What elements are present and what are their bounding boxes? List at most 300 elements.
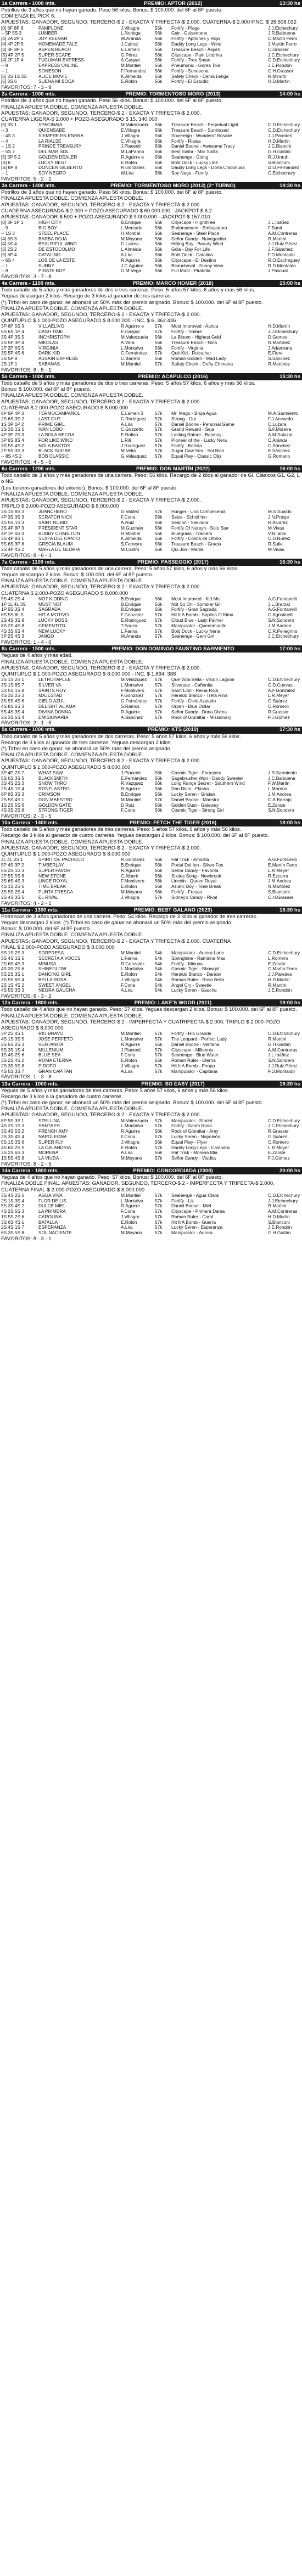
race-block: [0, 0, 302, 91]
entry-jockey: R.Aguirre: [121, 709, 141, 715]
entry-row: [1, 1156, 301, 1161]
entry-recent-form: [4] 3S 3: [1, 236, 17, 241]
entry-recent-form: -- 4: [1, 138, 8, 144]
entry-pedigree: Señor Candy - Viudita: [171, 1156, 216, 1161]
entry-weight: 57k: [155, 427, 163, 432]
entry-jockey: E.Gaspar: [121, 329, 141, 335]
entry-trainer: F.J.Gómez: [268, 715, 290, 720]
entry-pedigree: Grand Reward - Seja: [171, 427, 214, 432]
entry-weight: 57k: [155, 618, 163, 623]
entry-jockey: A.Lira: [121, 252, 133, 257]
race-condition-line: APUESTAS: GANADOR-$ 500 + POZO ASEGURADO $ 9.000.000 - JACKPOT $ 157.010: [1, 214, 210, 221]
entry-pedigree: Pioneer of the - Lucky Nera: [171, 437, 227, 443]
entry-trainer: J.J.Ruiz Pérez: [268, 1063, 298, 1068]
race-number: 9a Carrera - 1000 mts.: [2, 727, 56, 733]
entry-weight: 56k: [155, 133, 163, 138]
entry-recent-form: -- 4S 3: [1, 133, 15, 138]
entry-trainer: J.E.Rondón: [268, 1225, 292, 1230]
race-condition-line: FINALIZA APUESTA DOBLE. COMIENZA APUESTA DOBLE.: [1, 305, 143, 312]
entry-row: [1, 268, 301, 274]
entry-row: [1, 1042, 301, 1048]
entry-pedigree: Qui Jon - Marila: [171, 547, 204, 552]
entry-horse-name: BATALLA: [38, 1219, 58, 1225]
race-time: 19:30 hs: [279, 1081, 300, 1087]
race-number: 11a Carrera - 1300 mts.: [2, 907, 59, 913]
entry-jockey: M.Moyano: [121, 1230, 142, 1236]
entry-recent-form: 6S 3S 5S 8: [1, 1230, 24, 1236]
entry-trainer: C.Etchechury: [268, 171, 295, 176]
entry-row: [1, 1048, 301, 1053]
entry-weight: 56k: [155, 601, 163, 607]
entry-recent-form: [5] 5P 5 2: [1, 154, 21, 160]
entry-horse-name: ROMA ETERNA: [38, 1058, 72, 1064]
entry-weight: 56k: [155, 171, 163, 176]
entry-row: [1, 346, 301, 351]
entry-row: [1, 247, 301, 252]
entry-pedigree: Treasure Beach - Aspen: [171, 47, 221, 52]
entry-recent-form: 3S 5S 2S 4: [1, 889, 24, 895]
race-header: [0, 465, 302, 473]
entry-weight: 57k: [155, 1145, 163, 1150]
entry-row: [1, 536, 301, 542]
entry-weight: 56k: [155, 873, 163, 879]
race-favorites: FAVORITOS: 8 - 2 - 5: [1, 1161, 52, 1167]
entry-row: [1, 160, 301, 166]
entry-row: [1, 149, 301, 155]
entry-recent-form: 1S 4S 2S 6: [1, 1053, 24, 1058]
entry-pedigree: Safety Check - Doña Chimana: [171, 361, 233, 367]
entry-horse-name: GRECIA BLAUM: [38, 542, 73, 547]
entry-recent-form: 5S 6S 1P 4: [1, 329, 24, 335]
entry-row: [1, 1031, 301, 1037]
race-header: [0, 0, 302, 7]
entry-recent-form: 2S 3S 1S 5: [1, 427, 24, 432]
entry-recent-form: 1S 3P 1P 2: [1, 421, 24, 427]
entry-row: [1, 677, 301, 683]
entry-recent-form: 3P 6P 5S 3: [1, 324, 24, 329]
entry-pedigree: Daniel Boone - Maestra: [171, 797, 220, 802]
entry-trainer: H.D.Martin: [268, 138, 290, 144]
entry-trainer: R.Alvarez: [268, 520, 288, 525]
entry-horse-name: BARBA ROJA: [38, 236, 68, 241]
entry-pedigree: Roman Ruler - Eterna: [171, 1058, 216, 1064]
race-number: 3a Carrera - 1400 mts.: [2, 183, 56, 189]
entry-trainer: H.D.Martín: [268, 324, 290, 329]
entry-jockey: F.Coria: [121, 515, 136, 520]
entry-trainer: J.Pascual: [268, 268, 288, 274]
entry-jockey: A.Lira: [121, 421, 133, 427]
entries-list: [0, 1118, 302, 1161]
entry-jockey: S.Ramos: [121, 704, 140, 710]
entry-weight: 57k: [155, 693, 163, 699]
entry-weight: 57k: [155, 699, 163, 704]
entry-pedigree: Fortify - Sonesona: [171, 68, 209, 74]
entry-pedigree: Fortify - El Estudio: [171, 79, 209, 85]
entry-jockey: E.Rolón: [121, 160, 137, 165]
entry-jockey: B.Enrique: [121, 863, 141, 868]
entry-recent-form: 4P 3S 3S 3: [1, 515, 24, 520]
entry-weight: 56k: [155, 36, 163, 42]
entry-trainer: H.D.Martin: [268, 79, 290, 85]
entry-trainer: A.M.Contreras: [268, 1047, 298, 1053]
entry-pedigree: Fortify - Batista: [171, 443, 202, 448]
entry-horse-name: BEAUTIFUL WIND: [38, 241, 77, 247]
entry-trainer: F.J.Gómez: [268, 1156, 290, 1161]
entry-row: [1, 1118, 301, 1124]
entry-horse-name: SAGRADA: [38, 607, 61, 612]
race-conditions: [0, 734, 302, 770]
race-number: 4a Carrera - 1100 mts.: [2, 280, 56, 287]
entry-trainer: C.R.Pellegrino: [268, 628, 298, 634]
race-condition-line: Potrillos de 3 años que no hayan ganado. Peso 56 kilos. Bonus: $ 100.000. del 6F al 8F puesto.: [1, 7, 223, 13]
entry-trainer: J.M.Andrea: [268, 623, 292, 628]
entry-weight: 55k: [155, 25, 163, 31]
entry-trainer: J.J.Etchechury: [268, 25, 298, 31]
entry-jockey: J.Piacenti: [121, 770, 141, 775]
race-time: 18:00 hs: [279, 820, 300, 826]
entry-horse-name: QUIENSABE: [38, 128, 65, 133]
entry-recent-form: -- 8S 4S 2: [1, 454, 22, 459]
race-condition-line: CUATERNA $ 2.000-POZO ASEGURADO $ 8.000.000: [1, 590, 128, 597]
entry-row: [1, 36, 301, 42]
entry-row: [1, 42, 301, 47]
entry-jockey: L.Rili: [121, 437, 131, 443]
entry-weight: 57k: [155, 797, 163, 802]
race-condition-line: FINALIZA APUESTA DOBLE. COMIENZA APUESTA DOBLE.: [1, 1106, 143, 1112]
entry-recent-form: 4S 3S 2S 8: [1, 808, 24, 813]
entry-recent-form: 5S 3S 1S 4: [1, 1047, 24, 1053]
entry-pedigree: Señor Candy - Dona Divina: [171, 709, 227, 715]
entry-trainer: C.Romero: [268, 1139, 289, 1145]
entry-horse-name: DULCE MIEL: [38, 1203, 66, 1209]
entry-weight: 56k: [155, 335, 163, 340]
entry-recent-form: -- 1S 2: [1, 144, 15, 149]
entry-row: [1, 411, 301, 417]
entry-row: [1, 977, 301, 983]
entry-weight: 57k: [155, 1203, 163, 1209]
entry-trainer: J.N.Presje: [268, 515, 289, 520]
race-time: 19:00 hs: [279, 1000, 300, 1006]
entry-weight: 56k: [155, 230, 163, 236]
entry-recent-form: 1S 2S 5S 6: [1, 802, 24, 808]
entry-recent-form: -- 1S 3: [1, 230, 15, 236]
entry-jockey: M.Montiel: [121, 1193, 141, 1198]
entry-jockey: T.Souza: [121, 623, 137, 628]
race-conditions: [0, 566, 302, 597]
entry-recent-form: 2S 6S 3S 2: [1, 416, 24, 421]
entry-row: [1, 863, 301, 868]
entry-weight: 56k: [155, 144, 163, 149]
entry-trainer: C.D.Etchechury: [268, 1193, 300, 1198]
entry-horse-name: MAJESTAD: [38, 693, 63, 699]
entry-horse-name: SOY NEGRO: [38, 171, 66, 176]
entry-horse-name: CASH TIME: [38, 329, 64, 335]
entry-jockey: J.Villagra: [121, 895, 139, 900]
entry-pedigree: Lucky Seren - Gaucha: [171, 988, 217, 993]
entry-pedigree: Daddy Long Legs - Wind: [171, 41, 222, 47]
entry-pedigree: Hat Trick - Morena Mia: [171, 1150, 217, 1156]
entry-weight: 55k: [155, 1042, 163, 1047]
entry-weight: 56k: [155, 863, 163, 868]
entry-row: [1, 618, 301, 623]
entry-jockey: L.Farina: [121, 628, 138, 634]
entry-pedigree: Treasure Beach - Perpetual Light: [171, 122, 238, 128]
entry-recent-form: -- 1: [1, 171, 8, 176]
entry-trainer: C.Romero: [268, 704, 289, 710]
entry-trainer: R.Ezcurra: [268, 873, 288, 879]
entry-jockey: M.Moyano: [121, 236, 142, 241]
entry-row: [1, 966, 301, 972]
entry-horse-name: BIG BOY: [38, 226, 58, 231]
race-header: [0, 1167, 302, 1174]
entry-horse-name: PUNTA FRESCA: [38, 889, 74, 895]
entry-pedigree: Cloud Blue - Lady Palmer: [171, 618, 223, 623]
entry-jockey: B.Enrique: [121, 596, 141, 601]
entry-pedigree: Hit It A Bomb - Piropa: [171, 1063, 215, 1068]
entry-row: [1, 1214, 301, 1220]
entry-recent-form: 3P 4P 2S 7: [1, 770, 24, 775]
entry-trainer: J.J.Etchechury: [268, 329, 298, 335]
entry-row: [1, 797, 301, 803]
entry-jockey: M.Montiel: [121, 361, 141, 367]
entry-weight: 57k: [155, 1123, 163, 1129]
entry-jockey: R.Aguirre e: [121, 324, 144, 329]
entry-horse-name: BELLA ROSA: [38, 977, 67, 982]
entry-weight: 54k: [155, 982, 163, 988]
entry-trainer: J.R.Sarmiento: [268, 770, 297, 775]
entry-jockey: J.C.Aguirre: [121, 263, 144, 268]
entry-horse-name: BLACK SUGAR: [38, 448, 71, 454]
race-condition-line: FINALIZA APUESTA DOBLE. COMIENZA APUESTA DOBLE.: [1, 195, 143, 202]
entry-horse-name: MILLENIUM: [38, 1047, 64, 1053]
entry-pedigree: Lucky Seren - Grisian: [171, 791, 215, 797]
entry-row: [1, 1203, 301, 1209]
entry-horse-name: MUST NOT: [38, 601, 63, 607]
entry-pedigree: Fortify - Gran Sagrada: [171, 607, 217, 612]
entry-pedigree: Daniel Boone - Miel: [171, 1203, 211, 1209]
race-block: [0, 559, 302, 645]
race-condition-line: QUINTUPLO $ 1.000-POZO ASEGURADO $ 8.000.000: [1, 764, 131, 770]
entry-weight: 56k: [155, 786, 163, 792]
entry-horse-name: MINUSA: [38, 961, 57, 966]
entry-trainer: F.W.Martin: [268, 781, 290, 786]
entry-weight: 56k: [155, 41, 163, 47]
race-condition-line: APUESTAS: GANADOR, SEGUNDO, TERCERO-$ 2 - IMPERFECTA Y CUATRIFECTA-$ 2.000. TRIPLO $ 2.000-POZO ASEGURADO $ 8.000.000: [1, 1019, 281, 1032]
race-prize-name: PREMIO: TORMENTOSO MORO (2013) (2° TURNO): [110, 183, 236, 189]
entry-trainer: L.R.Meyer: [268, 693, 289, 699]
entry-trainer: G.Romano: [268, 454, 290, 459]
race-condition-line: FINAL $ 2.000-POZO ASEGURADO $ 8.000.000: [1, 944, 115, 950]
entry-horse-name: LUCKY BEST: [38, 160, 67, 165]
entry-trainer: S.Bianconi: [268, 1219, 290, 1225]
entry-row: [1, 634, 301, 639]
entry-pedigree: Fortify - Minusa: [171, 961, 203, 966]
entry-recent-form: 5S 1S 3S 6: [1, 1139, 24, 1145]
entry-horse-name: LETROTAPLEE: [38, 677, 71, 683]
entry-row: [1, 520, 301, 526]
entry-pedigree: Cityscape - El Destino: [171, 257, 216, 263]
entry-pedigree: Góla - Day For Life: [171, 247, 210, 252]
entry-jockey: E.Rolón: [121, 1219, 137, 1225]
race-header: [0, 999, 302, 1006]
entry-recent-form: 8P 6P 4P 3: [1, 410, 24, 416]
entry-jockey: R.Aguirre e: [121, 154, 144, 160]
entry-pedigree: Fortify - Rialsa: [171, 138, 201, 144]
entry-trainer: J.C.Etchechury: [268, 634, 299, 639]
entry-recent-form: 2P 5S 3S 3: [1, 448, 24, 454]
race-condition-line: Bonus: $ 100.000. del 6F al 8F puesto.: [1, 386, 91, 393]
entry-jockey: K.Almeida: [121, 536, 142, 542]
entry-trainer: E.Fiore: [268, 351, 283, 356]
entry-trainer: C.D.Cuevas: [268, 682, 293, 688]
entry-horse-name: NAPOLEONA: [38, 1134, 67, 1140]
entry-weight: 56k: [155, 122, 163, 128]
entry-horse-name: TIME BREAK: [38, 884, 66, 890]
entry-row: [1, 1145, 301, 1151]
entry-jockey: F.Coria: [121, 1209, 136, 1214]
entry-pedigree: Daniel Boone - Personal Game: [171, 421, 234, 427]
entry-recent-form: 3S 5S 4S 2: [1, 443, 24, 448]
race-conditions: [0, 287, 302, 324]
entry-horse-name: LUCKY BOSS: [38, 618, 68, 623]
entry-jockey: G.Velasquez: [121, 454, 147, 459]
entry-weight: 57k: [155, 628, 163, 634]
entry-row: [1, 171, 301, 176]
entry-row: [1, 1140, 301, 1145]
entry-trainer: A.M.Salazar: [268, 432, 293, 438]
entry-weight: 57k: [155, 704, 163, 710]
entry-horse-name: EMISIONARIA: [38, 715, 69, 720]
entries-list: [0, 411, 302, 459]
entry-jockey: R.Gonzales: [121, 165, 145, 171]
entry-weight: 56k: [155, 220, 163, 226]
entry-pedigree: Daniel Boone - Ventana: [171, 1042, 220, 1047]
entry-jockey: S.Ferreyra: [121, 542, 143, 547]
entry-trainer: G.Suárez: [268, 1134, 288, 1140]
entry-weight: 57k: [155, 709, 163, 715]
entry-pedigree: Fortify - Plage: [171, 25, 200, 31]
entry-weight: 57k: [155, 1068, 163, 1074]
entry-recent-form: 4P 1P 4S 3: [1, 531, 24, 536]
entry-recent-form: 8P 6S 3S 3: [1, 791, 24, 797]
entry-trainer: A.G.Fontanelli: [268, 607, 297, 612]
entry-pedigree: Fortify - Fresca: [171, 889, 202, 895]
entry-weight: 56k: [155, 345, 163, 351]
entry-pedigree: Asiatic Boy - Time Break: [171, 884, 221, 890]
entry-row: [1, 710, 301, 715]
entry-weight: 57k: [155, 448, 163, 454]
entry-jockey: M.Moyano: [121, 889, 142, 895]
entry-row: [1, 417, 301, 422]
entry-jockey: W.Lira: [121, 171, 134, 176]
entry-pedigree: Pneumonic - Gorea Toia: [171, 63, 221, 69]
entry-row: [1, 950, 301, 956]
entry-horse-name: SEXTA DEL CANTO: [38, 536, 80, 542]
entry-weight: 56k: [155, 857, 163, 863]
entry-row: [1, 1209, 301, 1214]
entry-trainer: L.Moreno: [268, 786, 288, 792]
entry-weight: 56k: [155, 138, 163, 144]
entry-weight: 57k: [155, 1219, 163, 1225]
entry-row: [1, 31, 301, 36]
entry-pedigree: Hat Trick - Amicitia: [171, 857, 209, 863]
entry-recent-form: 6S 2S 1S 3: [1, 868, 24, 873]
entry-jockey: B.Enrique: [121, 791, 141, 797]
entry-recent-form: -- 8: [1, 63, 8, 69]
entry-jockey: J.Villagra: [121, 25, 139, 31]
entry-horse-name: HIT A MOTIVO: [38, 612, 69, 618]
entry-pedigree: Manipulator - Starlet: [171, 1118, 212, 1123]
entry-trainer: V.N.Ianni: [268, 531, 287, 536]
race-conditions: [0, 380, 302, 411]
entry-jockey: H.Montiel: [121, 230, 141, 236]
entry-jockey: M.LaPanno: [121, 149, 144, 155]
entry-horse-name: LA VIUDA: [38, 1156, 59, 1161]
entry-jockey: L.Montalvo: [121, 966, 143, 972]
entry-recent-form: 5P 4S 3P 2: [1, 863, 24, 868]
entry-recent-form: -- 5S 7: [1, 149, 15, 155]
race-condition-line: (*) Tirbol en caso de ganar, se abonará un 50% más del premio asignado.: [1, 746, 172, 752]
entry-pedigree: Fortify - Colina de Otoño: [171, 536, 221, 542]
entry-jockey: E.Villagra: [121, 128, 141, 133]
race-block: [0, 907, 302, 1000]
entry-trainer: G.H.Gaitán: [268, 1230, 291, 1236]
entry-pedigree: Long Range Secret - Southern Wind: [171, 781, 245, 786]
entry-horse-name: NEW LUCKY: [38, 628, 66, 634]
entry-pedigree: Lucky Seren - Napoleón: [171, 1134, 221, 1140]
entry-horse-name: LA PRIMERA: [38, 1209, 66, 1214]
entry-horse-name: EL RIVAL: [38, 895, 58, 900]
entry-weight: 56k: [155, 607, 163, 612]
entry-recent-form: 3S 4S 2S 5: [1, 1193, 24, 1198]
entry-trainer: D.Gomes: [268, 335, 288, 340]
race-conditions: [0, 473, 302, 509]
entry-recent-form: 2S 1S 4S 2: [1, 982, 24, 988]
entry-horse-name: HIGH CITY: [38, 220, 61, 226]
entry-horse-name: DARK KID: [38, 351, 60, 356]
entry-jockey: C.Fernández: [121, 351, 147, 356]
entry-row: [1, 1064, 301, 1069]
entry-jockey: L.Noriega: [121, 31, 141, 36]
race-header: [0, 645, 302, 653]
race-conditions: [0, 653, 302, 677]
race-favorites: FAVORITOS: 8 - 6 - 3: [1, 552, 52, 559]
entry-trainer: A.M.Contreras: [268, 230, 298, 236]
entry-pedigree: Hit It A Bomb - Guerra: [171, 1219, 216, 1225]
entries-list: [0, 677, 302, 720]
entry-row: [1, 356, 301, 362]
entry-row: [1, 329, 301, 335]
race-condition-line: Todo caballo de 5 años y más ganadores de dos carreras. Peso: 5 años 57 kilos, 6 años y más 56 kilos.: [1, 733, 241, 740]
entry-trainer: F.Santi: [268, 226, 282, 231]
entry-pedigree: Manipulator - Aurora: [171, 1230, 213, 1236]
race-block: [0, 645, 302, 726]
entry-recent-form: [0] 3F 1P 1: [1, 220, 24, 226]
entry-recent-form: 4S 6S 2S 5: [1, 1145, 24, 1150]
entry-horse-name: EXPRESS ONLINE: [38, 63, 79, 69]
entry-row: [1, 1220, 301, 1225]
entry-trainer: E.Zarate: [268, 1150, 286, 1156]
entry-horse-name: NOLA BASTOS: [38, 443, 70, 448]
entry-pedigree: Seahenge - Gem Girl: [171, 634, 215, 639]
race-header: [0, 280, 302, 287]
entry-row: [1, 983, 301, 988]
entry-weight: 56k: [155, 74, 163, 79]
entry-horse-name: NEGRA GAUCHA: [38, 988, 75, 993]
entry-jockey: M.Velia: [121, 448, 136, 454]
entry-row: [1, 237, 301, 242]
entry-row: [1, 597, 301, 602]
